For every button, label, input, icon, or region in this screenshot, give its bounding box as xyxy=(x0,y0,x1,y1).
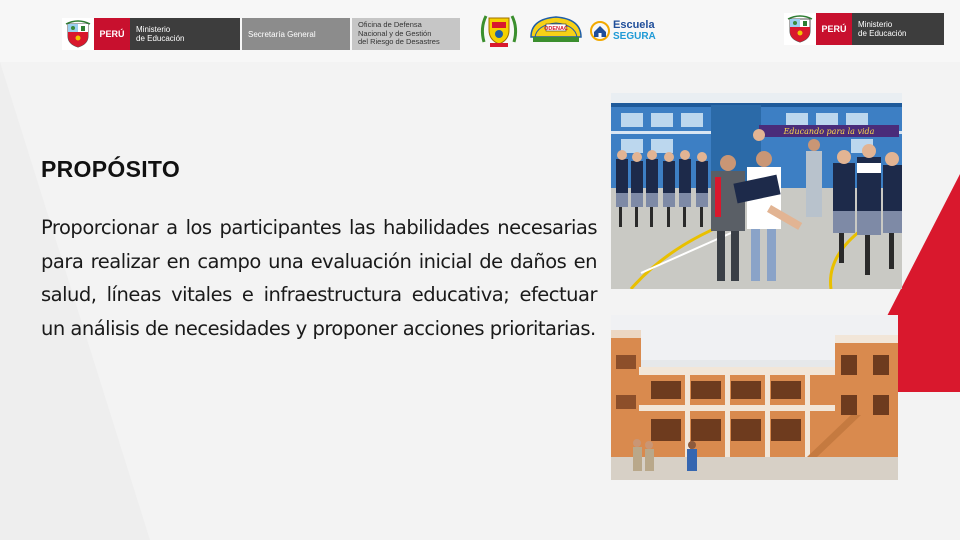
civil-defense-emblem-icon xyxy=(478,12,520,48)
escuela-label: Escuela xyxy=(613,19,655,31)
odenac-badge-icon xyxy=(529,15,583,45)
peru-label: PERÚ xyxy=(816,13,852,45)
office-line-1: Oficina de Defensa xyxy=(358,20,422,29)
office-line-3: del Riesgo de Desastres xyxy=(358,37,440,46)
evacuation-drill-photo xyxy=(611,93,902,289)
purpose-paragraph: Proporcionar a los participantes las habilidades necesarias para realizar en campo una evaluación inicial de daños en salud, líneas vitales e infraestructura educativa; efectuar un análisis de necesidades y proponer acciones prioritarias. xyxy=(41,216,597,340)
office-label xyxy=(352,18,460,50)
ministry-line-2: de Educación xyxy=(858,29,907,38)
ministry-label xyxy=(130,18,240,50)
escuela-segura-icon xyxy=(590,21,610,41)
school-banner-text: Educando para la vida xyxy=(783,127,875,136)
peru-coat-of-arms-icon xyxy=(784,13,816,45)
ministry-line-1: Ministerio xyxy=(858,20,893,29)
peru-coat-of-arms-icon xyxy=(62,18,94,50)
escuela-segura-logo xyxy=(590,20,656,42)
office-line-2: Nacional y de Gestión xyxy=(358,28,432,38)
ministry-line-2: de Educación xyxy=(136,34,185,43)
odenac-badge-text: ODENAC xyxy=(544,26,568,32)
ministry-line-1: Ministerio xyxy=(136,25,171,34)
page-title: PROPÓSITO xyxy=(41,156,181,182)
minedu-logo-right xyxy=(784,13,944,45)
secretariat-label: Secretaría General xyxy=(242,18,350,50)
school-building-photo xyxy=(611,315,898,480)
peru-label: PERÚ xyxy=(94,18,130,50)
ministry-label xyxy=(852,13,944,45)
minedu-odenaged-logo xyxy=(62,18,460,50)
segura-label: SEGURA xyxy=(613,31,656,42)
